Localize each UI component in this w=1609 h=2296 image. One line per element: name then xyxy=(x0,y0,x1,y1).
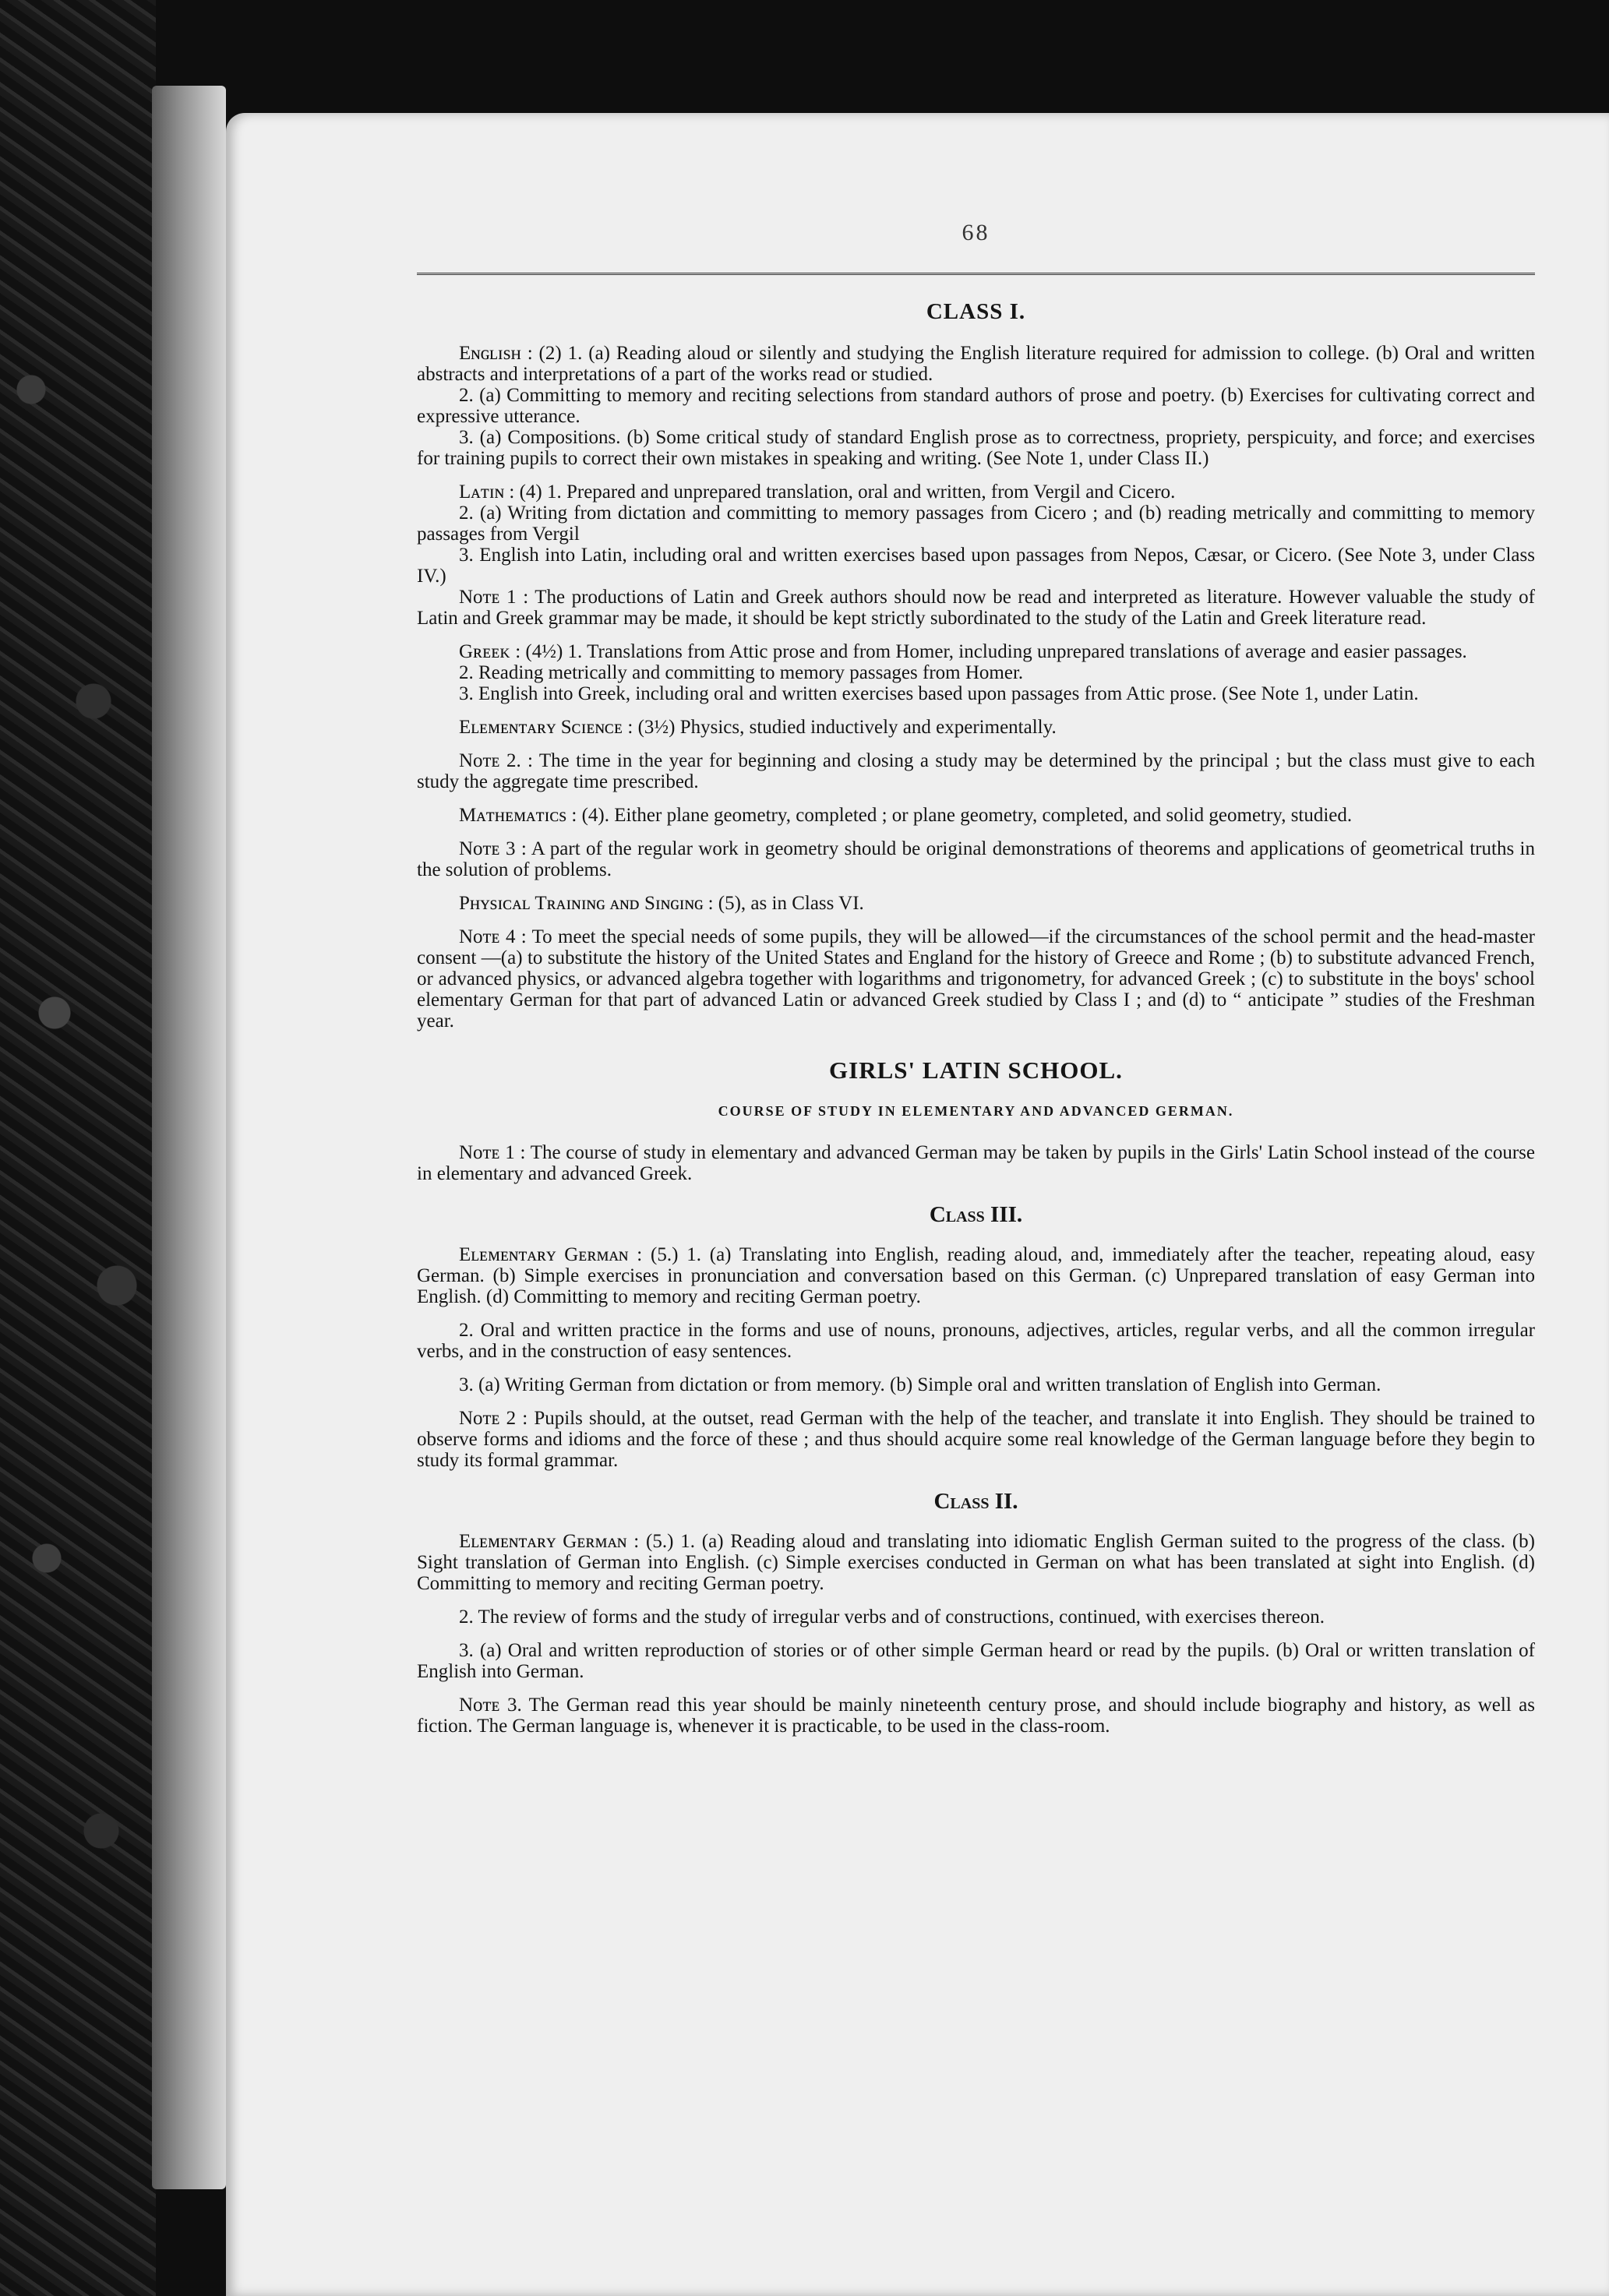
class-3-paragraph-3: 3. (a) Writing German from dictation or from memory. (b) Simple oral and written translation of English into German. xyxy=(459,1374,1381,1395)
girls-latin-school-heading: GIRLS' LATIN SCHOOL. xyxy=(829,1056,1123,1084)
class-1-heading: CLASS I. xyxy=(926,299,1026,324)
page-content xyxy=(417,222,1535,1749)
book-binding xyxy=(0,0,156,2296)
physical-training: Pʜʏsɪᴄᴀʟ Tʀᴀɪɴɪɴɢ ᴀɴᴅ Sɪɴɢɪɴɢ : (5), as in Class VI. xyxy=(459,893,864,914)
class-2-note-3: Nᴏᴛᴇ 3. The German read this year should be mainly nineteenth century prose, and should include biography and history, as well as fiction. The German language is, whenever it is practicable, to be used in the class-room. xyxy=(417,1695,1535,1737)
greek-paragraph-1: Gʀᴇᴇᴋ : (4½) 1. Translations from Attic prose and from Homer, including unprepared translations of average and easier passages. xyxy=(459,641,1467,662)
latin-paragraph-1: Lᴀᴛɪɴ : (4) 1. Prepared and unprepared translation, oral and written, from Vergil and Cicero. xyxy=(459,481,1176,503)
header-rule xyxy=(417,273,1535,278)
book-cover-edge xyxy=(152,86,226,2189)
class-3-paragraph-1: Eʟᴇᴍᴇɴᴛᴀʀʏ Gᴇʀᴍᴀɴ : (5.) 1. (a) Translating into English, reading aloud, and, immediately after the teacher, repeating aloud, easy German. (b) Simple exercises in pronunciation and conversation based on this German. (c) Unprepared translation of easy German into English. (d) Committing to memory and reciting German poetry. xyxy=(417,1244,1535,1307)
english-paragraph-2: 2. (a) Committing to memory and reciting selections from standard authors of prose and poetry. (b) Exercises for cultivating correct and expressive utterance. xyxy=(417,385,1535,427)
class-2-paragraph-1: Eʟᴇᴍᴇɴᴛᴀʀʏ Gᴇʀᴍᴀɴ : (5.) 1. (a) Reading aloud and translating into idiomatic English German suited to the progress of the class. (b) Sight translation of German into English. (c) Simple exercises conducted in German on what has been translated at sight into English. (d) Committing to memory and reciting German poetry. xyxy=(417,1531,1535,1594)
latin-paragraph-3: 3. English into Latin, including oral and written exercises based upon passages from Nepos, Cæsar, or Cicero. (See Note 3, under Class IV.) xyxy=(417,545,1535,587)
note-4-special-needs: Nᴏᴛᴇ 4 : To meet the special needs of some pupils, they will be allowed—if the circumstances of the school permit and the head-master consent —(a) to substitute the history of the United States and England for the history of Greece and Rome ; (b) to substitute advanced French, or advanced physics, or advanced algebra together with logarithms and trigonometry, for advanced Greek ; (c) to substitute in the boys' school elementary German for that part of advanced Latin or advanced Greek studied by Class I ; and (d) to “ anticipate ” studies of the Freshman year. xyxy=(417,926,1535,1032)
note-2-time: Nᴏᴛᴇ 2. : The time in the year for beginning and closing a study may be determined by the principal ; but the class must give to each study the aggregate time prescribed. xyxy=(417,750,1535,792)
page-number: 68 xyxy=(962,220,990,245)
english-paragraph-3: 3. (a) Compositions. (b) Some critical study of standard English prose as to correctness, propriety, perspicuity, and force; and exercises for training pupils to correct their own mistakes in speaking and writing. (See Note 1, under Class II.) xyxy=(417,427,1535,469)
note-3-geometry: Nᴏᴛᴇ 3 : A part of the regular work in geometry should be original demonstrations of theorems and applications of geometrical truths in the solution of problems. xyxy=(417,838,1535,880)
class-3-paragraph-2: 2. Oral and written practice in the forms and use of nouns, pronouns, adjectives, articles, regular verbs, and all the common irregular verbs, and in the construction of easy sentences. xyxy=(417,1320,1535,1362)
english-paragraph-1: Eɴɢʟɪsʜ : (2) 1. (a) Reading aloud or silently and studying the English literature required for admission to college. (b) Oral and written abstracts and interpretations of a part of the works read or studied. xyxy=(417,343,1535,385)
greek-paragraph-3: 3. English into Greek, including oral and written exercises based upon passages from Attic prose. (See Note 1, under Latin. xyxy=(459,683,1419,704)
class-2-paragraph-2: 2. The review of forms and the study of irregular verbs and of constructions, continued, with exercises thereon. xyxy=(459,1606,1325,1628)
elementary-science: Eʟᴇᴍᴇɴᴛᴀʀʏ Sᴄɪᴇɴᴄᴇ : (3½) Physics, studied inductively and experimentally. xyxy=(459,717,1057,738)
greek-paragraph-2: 2. Reading metrically and committing to memory passages from Homer. xyxy=(459,662,1024,683)
class-3-heading: Class III. xyxy=(929,1202,1023,1227)
girls-note-1: Nᴏᴛᴇ 1 : The course of study in elementary and advanced German may be taken by pupils in the Girls' Latin School instead of the course in elementary and advanced Greek. xyxy=(417,1142,1535,1184)
class-3-note-2: Nᴏᴛᴇ 2 : Pupils should, at the outset, read German with the help of the teacher, and translate it into English. They should be trained to observe forms and idioms and the force of these ; and thus should acquire some real knowledge of the German language before they begin to study its formal grammar. xyxy=(417,1408,1535,1471)
class-2-heading: Class II. xyxy=(933,1489,1018,1514)
course-subheading: COURSE OF STUDY IN ELEMENTARY AND ADVANCED GERMAN. xyxy=(718,1103,1234,1119)
class-2-paragraph-3: 3. (a) Oral and written reproduction of stories or of other simple German heard or read by the pupils. (b) Oral or written translation of English into German. xyxy=(417,1640,1535,1682)
mathematics: Mᴀᴛʜᴇᴍᴀᴛɪᴄs : (4). Either plane geometry, completed ; or plane geometry, completed, and solid geometry, studied. xyxy=(459,805,1353,826)
latin-paragraph-2: 2. (a) Writing from dictation and committing to memory passages from Cicero ; and (b) reading metrically and committing to memory passages from Vergil xyxy=(417,503,1535,545)
note-1-latin-greek: Nᴏᴛᴇ 1 : The productions of Latin and Greek authors should now be read and interpreted as literature. However valuable the study of Latin and Greek grammar may be made, it should be kept strictly subordinated to the study of the Latin and Greek literature read. xyxy=(417,587,1535,629)
